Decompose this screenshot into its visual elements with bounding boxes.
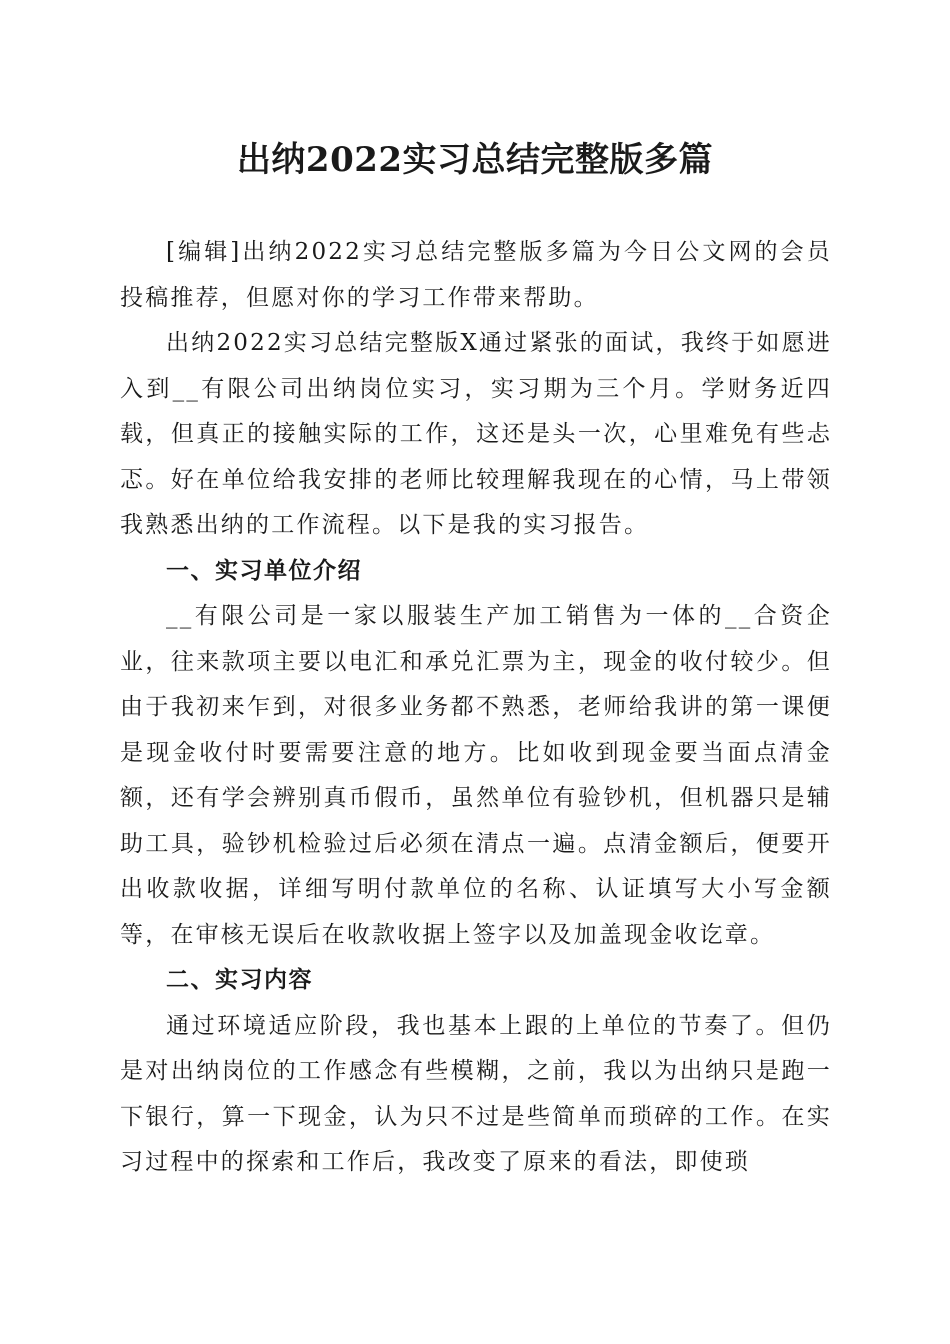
section-heading-content: 二、实习内容 xyxy=(166,967,313,993)
unit-intro-paragraph: __有限公司是一家以服装生产加工销售为一体的__合资企业，往来款项主要以电汇和承兑汇票为主，现金的收付较少。但由于我初来乍到，对很多业务都不熟悉，老师给我讲的第一课便是现金收付时要需要注意的地方。比如收到现金要当面点清金额，还有学会辨别真币假币，虽然单位有验钞机，但机器只是辅助工具，验钞机检验过后必须在清点一遍。点清金额后，便要开出收款收据，详细写明付款单位的名称、认证填写大小写金额等，在审核无误后在收款收据上签字以及加盖现金收讫章。 xyxy=(120,603,832,948)
section-heading-unit-intro: 一、实习单位介绍 xyxy=(166,557,362,584)
document-body xyxy=(120,230,832,1186)
document-title: 出纳2022实习总结完整版多篇 xyxy=(236,140,714,180)
intro-paragraph: [编辑]出纳2022实习总结完整版多篇为今日公文网的会员投稿推荐，但愿对你的学习工作带来帮助。 xyxy=(120,239,832,311)
content-paragraph: 通过环境适应阶段，我也基本上跟的上单位的节奏了。但仍是对出纳岗位的工作感念有些模糊，之前，我以为出纳只是跑一下银行，算一下现金，认为只不过是些简单而琐碎的工作。在实习过程中的探索和工作后，我改变了原来的看法，即使琐 xyxy=(120,1012,832,1175)
summary-paragraph: 出纳2022实习总结完整版X通过紧张的面试，我终于如愿进入到__有限公司出纳岗位实习，实习期为三个月。学财务近四载，但真正的接触实际的工作，这还是头一次，心里难免有些忐忑。好在单位给我安排的老师比较理解我现在的心情，马上带领我熟悉出纳的工作流程。以下是我的实习报告。 xyxy=(120,330,832,538)
